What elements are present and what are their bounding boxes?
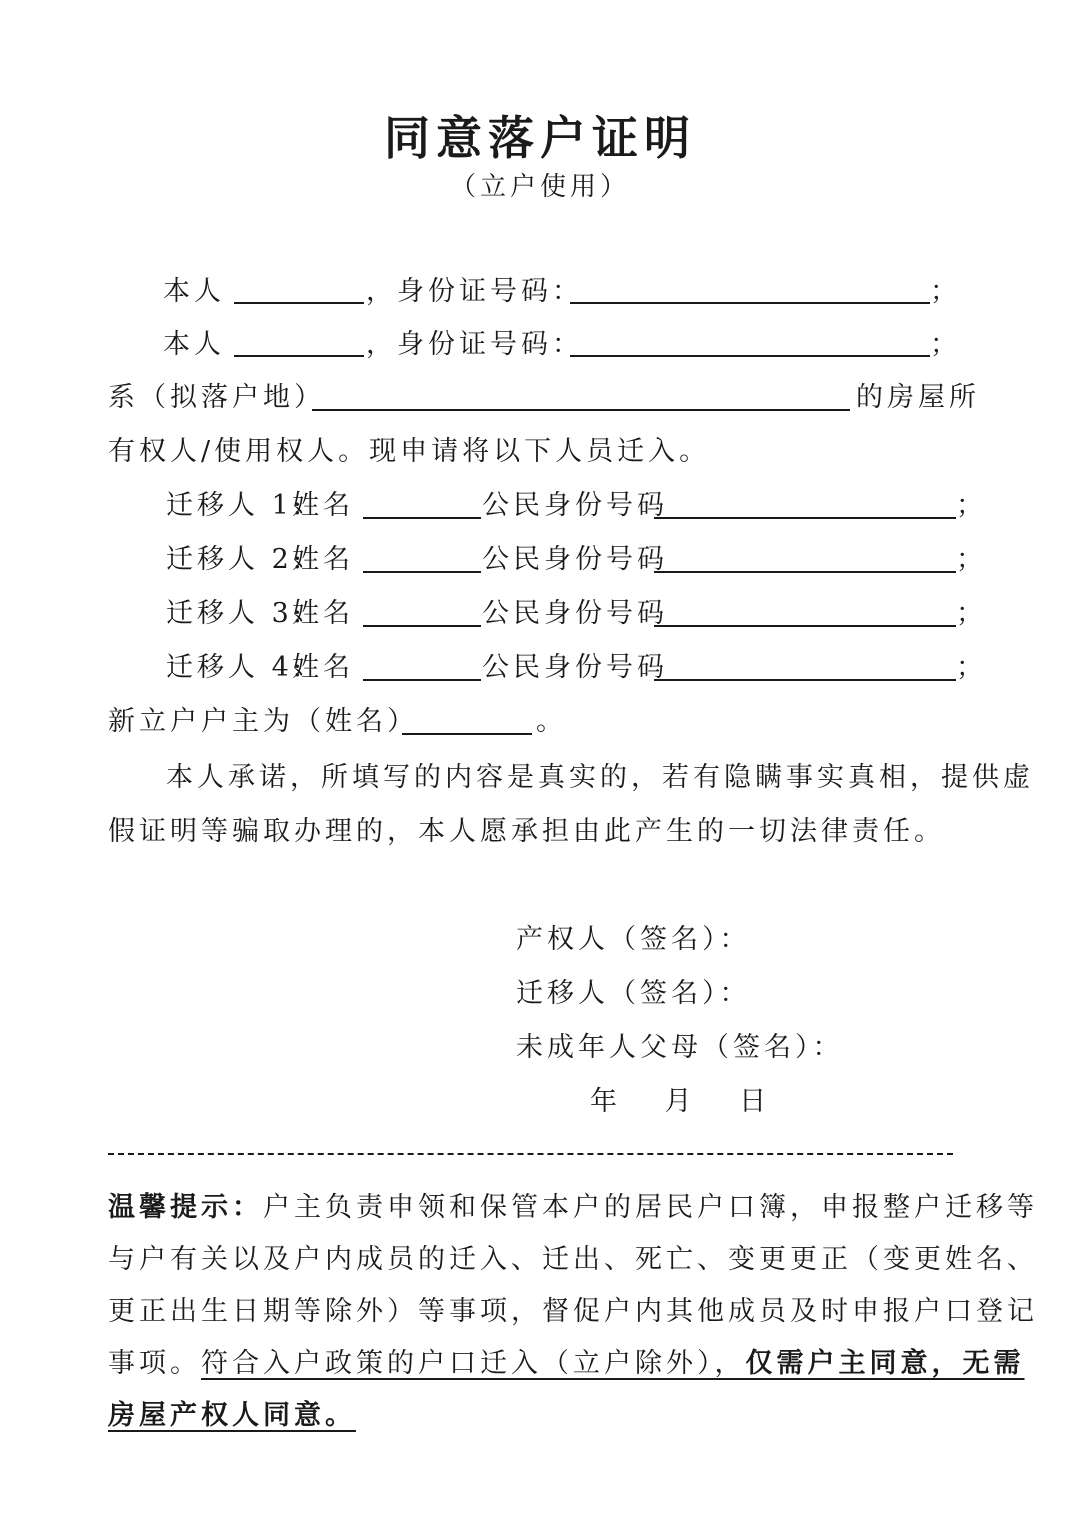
tip-line: 与户有关以及户内成员的迁入、迁出、死亡、变更更正（变更姓名、 [108,1244,1038,1275]
tip-line: 户主负责申领和保管本户的居民户口簿，申报整户迁移等 [263,1192,1038,1223]
mover-id-field[interactable] [654,625,956,627]
page-title: 同意落户证明 [384,111,696,165]
mover-name-field[interactable] [363,517,481,519]
tip-heading: 温馨提示： [108,1192,263,1223]
mover-id-label: 公民身份号码 [482,544,668,575]
mover-signature-label: 迁移人（签名）： [516,978,751,1009]
owner-signature-label: 产权人（签名）： [516,924,751,955]
household-head-label: 新立户户主为（姓名） [108,706,418,737]
owner-id-label: ，身份证号码： [366,329,583,360]
mover-name-label: 姓名 [292,652,354,683]
mover-id-label: 公民身份号码 [482,598,668,629]
line-end: ； [930,329,961,360]
line-end: ； [956,490,987,521]
line-end: ； [956,652,987,683]
line-end: ； [956,544,987,575]
line-end: ； [956,598,987,629]
mover-id-label: 公民身份号码 [482,652,668,683]
mover-label: 迁移人 4: [166,652,306,683]
date-label: 年 月 日 [590,1086,771,1117]
address-suffix: 的房屋所 [856,382,980,413]
household-head-end: 。 [536,706,567,737]
mover-name-label: 姓名 [292,598,354,629]
mover-name-field[interactable] [363,679,481,681]
address-field[interactable] [312,409,850,411]
mover-id-field[interactable] [654,679,956,681]
owner-label: 本人 [163,276,225,307]
parents-signature-label: 未成年人父母（签名）： [516,1032,844,1063]
page-subtitle: （立户使用） [449,172,630,202]
tip-underlined-text: 符合入户政策的户口迁入（立户除外）， [201,1348,746,1379]
tip-line: 事项。 [108,1348,201,1379]
owner-id-field[interactable] [570,302,930,304]
mover-label: 迁移人 1: [166,490,306,521]
mover-label: 迁移人 2: [166,544,306,575]
mover-id-field[interactable] [654,517,956,519]
tip-bold-text: 房屋产权人同意。 [108,1400,356,1431]
line-end: ； [930,276,961,307]
mover-name-label: 姓名 [292,544,354,575]
owner-name-field[interactable] [234,302,364,304]
owner-label: 本人 [163,329,225,360]
owner-name-field[interactable] [234,355,364,357]
mover-label: 迁移人 3: [166,598,306,629]
household-head-field[interactable] [402,733,532,735]
tip-line: 更正出生日期等除外）等事项，督促户内其他成员及时申报户口登记 [108,1296,1038,1327]
owner-id-field[interactable] [570,355,930,357]
pledge-line: 假证明等骗取办理的，本人愿承担由此产生的一切法律责任。 [108,816,945,847]
tip-bold-text: 仅需户主同意，无需 [745,1348,1025,1379]
mover-id-label: 公民身份号码 [482,490,668,521]
owner-statement: 有权人/使用权人。现申请将以下人员迁入。 [108,436,711,467]
mover-name-label: 姓名 [292,490,354,521]
dashed-divider [108,1153,953,1155]
address-label: 系（拟落户地） [108,382,325,413]
mover-name-field[interactable] [363,625,481,627]
owner-id-label: ，身份证号码： [366,276,583,307]
mover-id-field[interactable] [654,571,956,573]
mover-name-field[interactable] [363,571,481,573]
pledge-line: 本人承诺，所填写的内容是真实的，若有隐瞒事实真相，提供虚 [166,762,1034,793]
